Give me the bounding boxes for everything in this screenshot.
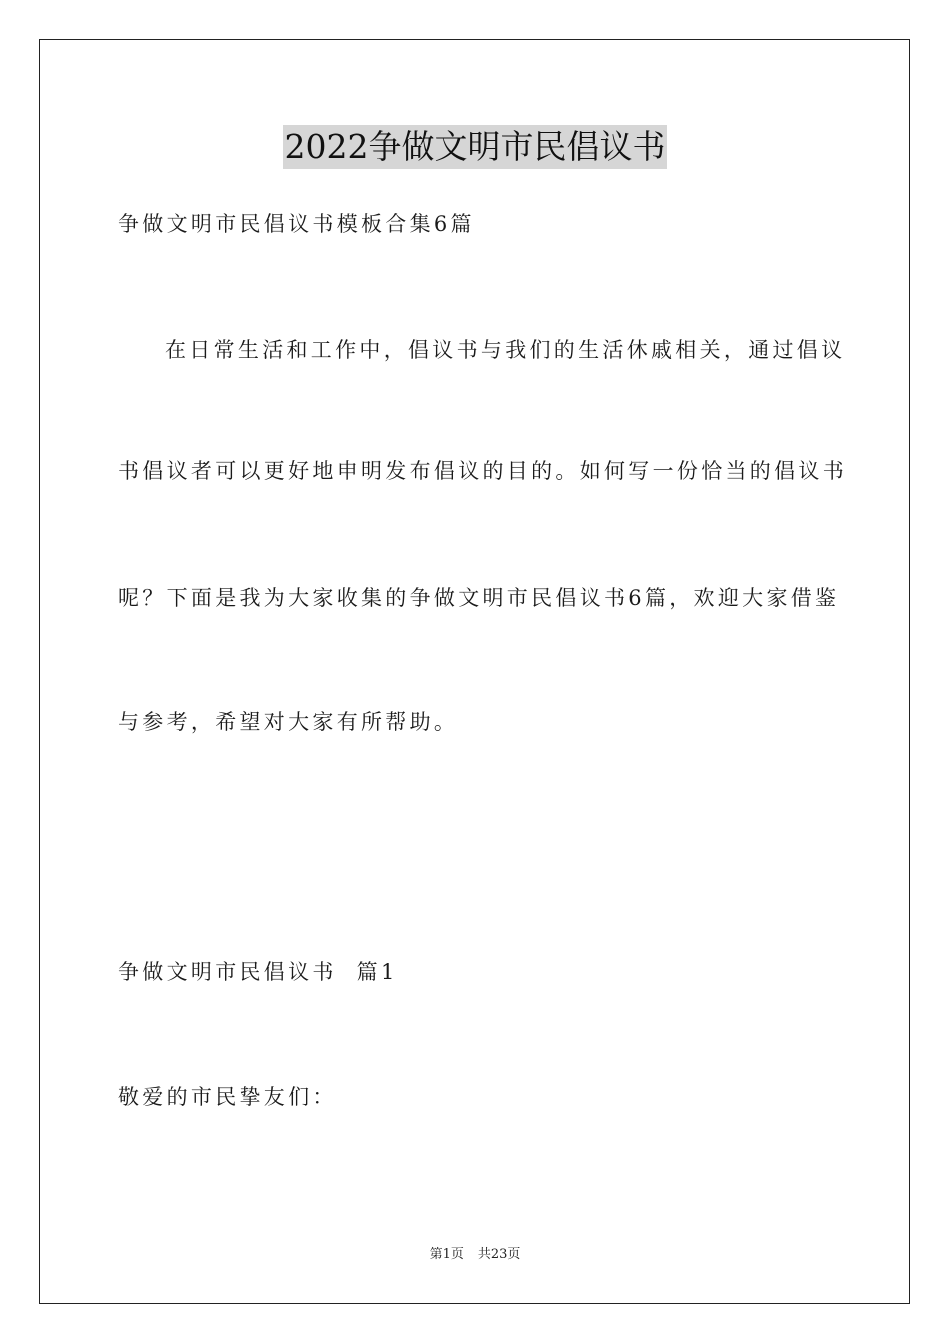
page-number-total: 共23页 <box>477 1247 521 1262</box>
document-title: 2022争做文明市民倡议书 <box>283 125 668 169</box>
salutation: 敬爱的市民挚友们： <box>118 1085 337 1109</box>
page-footer <box>0 1246 950 1264</box>
document-subtitle: 争做文明市民倡议书模板合集6篇 <box>118 212 475 236</box>
page-number-current: 第1页 <box>429 1247 464 1262</box>
paragraph-line-3: 呢？下面是我为大家收集的争做文明市民倡议书6篇，欢迎大家借鉴 <box>118 586 840 610</box>
paragraph-line-1: 在日常生活和工作中，倡议书与我们的生活休戚相关，通过倡议 <box>165 338 846 362</box>
title-container <box>0 125 950 169</box>
paragraph-line-2: 书倡议者可以更好地申明发布倡议的目的。如何写一份恰当的倡议书 <box>118 459 847 483</box>
section-heading: 争做文明市民倡议书 篇1 <box>118 960 398 984</box>
paragraph-line-4: 与参考，希望对大家有所帮助。 <box>118 710 459 734</box>
